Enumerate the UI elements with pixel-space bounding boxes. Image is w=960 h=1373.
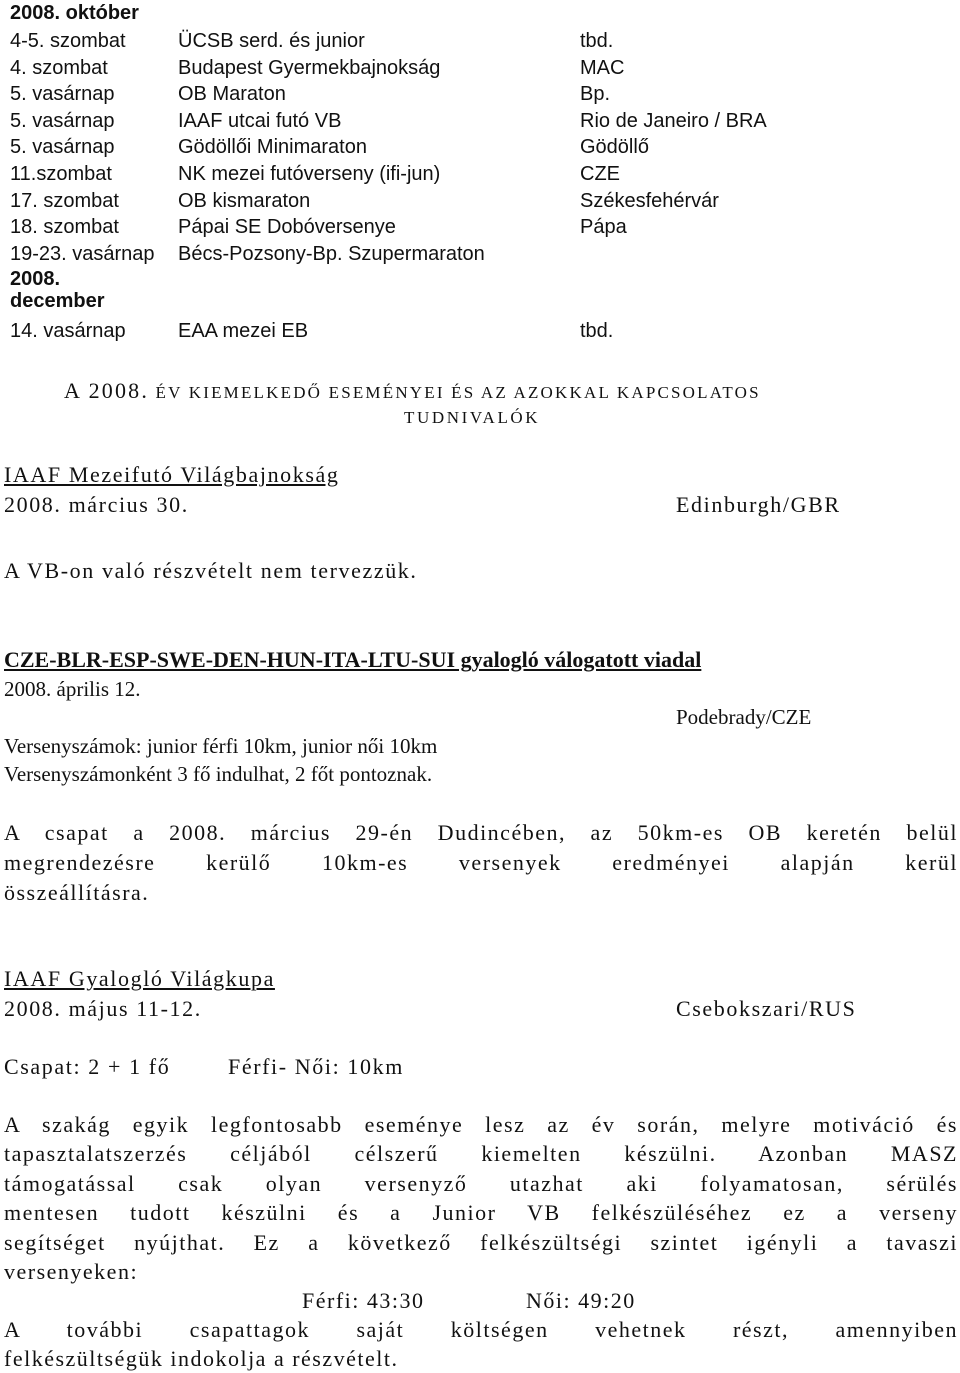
schedule-place: Székesfehérvár xyxy=(580,189,719,212)
schedule-date: 19-23. vasárnap xyxy=(10,242,155,265)
walk-cup-para-line: mentesen tudott készülni és a Junior VB felkészüléséhez ez a verseny xyxy=(4,1200,958,1225)
schedule-date: 5. vasárnap xyxy=(10,136,115,159)
schedule-event: ÜCSB serd. és junior xyxy=(178,30,365,52)
schedule-event: Budapest Gyermekbajnokság xyxy=(178,56,441,79)
schedule-place: tbd. xyxy=(580,30,614,52)
cross-country-place: Edinburgh/GBR xyxy=(676,492,841,517)
schedule-place: Pápa xyxy=(580,216,627,239)
schedule-date: 17. szombat xyxy=(10,189,119,212)
schedule-event: OB kismaraton xyxy=(178,189,311,212)
walk-cup-para-line: támogatással csak olyan versenyző utazhat aki folyamatosan, sérülés xyxy=(4,1171,958,1196)
walk-cup-closing-last: felkészültségük indokolja a részvételt. xyxy=(4,1346,399,1371)
schedule-place: Gödöllő xyxy=(580,136,649,159)
walk-match-para-line: A csapat a 2008. március 29-én Dudincében, az 50km-es OB keretén belül xyxy=(4,820,958,845)
schedule-place: MAC xyxy=(580,56,625,79)
walk-match-para-line: megrendezésre kerülő 10km-es versenyek eredményei alapján kerül xyxy=(4,850,958,875)
walk-cup-title: IAAF Gyalogló Világkupa xyxy=(4,966,275,991)
december-header-year: 2008. xyxy=(10,268,61,290)
walk-match-date: 2008. április 12. xyxy=(4,677,141,701)
walk-cup-para-last: versenyeken: xyxy=(4,1259,139,1284)
walk-cup-limit-men: Férfi: 43:30 xyxy=(302,1288,425,1313)
cross-country-title: IAAF Mezeifutó Világbajnokság xyxy=(4,462,340,487)
cross-country-note: A VB-on való részvételt nem tervezzük. xyxy=(4,558,418,583)
walk-match-quota: Versenyszámonként 3 fő indulhat, 2 főt pontoznak. xyxy=(4,762,433,786)
schedule-place: Rio de Janeiro / BRA xyxy=(580,109,767,132)
schedule-place: CZE xyxy=(580,163,620,185)
walk-cup-team-events: Férfi- Női: 10km xyxy=(228,1054,404,1079)
heading-prefix: A 2008. xyxy=(64,378,150,403)
schedule-date: 4-5. szombat xyxy=(10,30,126,52)
schedule-date: 18. szombat xyxy=(10,216,119,239)
schedule-date: 5. vasárnap xyxy=(10,109,115,132)
walk-match-place: Podebrady/CZE xyxy=(676,705,812,729)
walk-match-events: Versenyszámok: junior férfi 10km, junior női 10km xyxy=(4,734,438,758)
schedule-place: tbd. xyxy=(580,320,614,342)
schedule-event: IAAF utcai futó VB xyxy=(178,109,342,132)
walk-cup-para-line: tapasztalatszerzés céljából célszerű kiemelten készülni. Azonban MASZ xyxy=(4,1141,958,1166)
walk-cup-team: Csapat: 2 + 1 fő xyxy=(4,1054,171,1079)
schedule-date: 11.szombat xyxy=(10,163,112,185)
schedule-place: Bp. xyxy=(580,83,611,106)
walk-cup-date: 2008. május 11-12. xyxy=(4,996,202,1021)
schedule-event: NK mezei futóverseny (ifi-jun) xyxy=(178,163,441,185)
walk-cup-para-line: segítséget nyújthat. Ez a következő felkészültségi szintet igényli a tavaszi xyxy=(4,1230,958,1255)
schedule-event: EAA mezei EB xyxy=(178,320,309,342)
section-heading-line2: TUDNIVALÓK xyxy=(404,408,541,427)
schedule-date: 4. szombat xyxy=(10,56,108,79)
schedule-date: 5. vasárnap xyxy=(10,83,115,106)
walk-match-para-line: összeállításra. xyxy=(4,880,150,905)
schedule-event: OB Maraton xyxy=(178,83,286,106)
walk-match-title: CZE-BLR-ESP-SWE-DEN-HUN-ITA-LTU-SUI gyalogló válogatott viadal xyxy=(4,647,702,672)
walk-cup-place: Csebokszari/RUS xyxy=(676,996,857,1021)
december-header xyxy=(10,268,105,312)
heading-rest: ÉV KIEMELKEDŐ ESEMÉNYEI ÉS AZ AZOKKAL KAPCSOLATOS xyxy=(149,383,761,402)
schedule-event: Pápai SE Dobóversenye xyxy=(178,216,396,239)
schedule-event: Gödöllői Minimaraton xyxy=(178,136,367,159)
december-header-month: december xyxy=(10,290,105,312)
section-heading-line1 xyxy=(64,378,761,404)
october-header: 2008. október xyxy=(10,2,139,24)
schedule-event: Bécs-Pozsony-Bp. Szupermaraton xyxy=(178,242,485,265)
walk-cup-closing-line: A további csapattagok saját költségen vehetnek részt, amennyiben xyxy=(4,1317,958,1342)
schedule-date: 14. vasárnap xyxy=(10,320,126,342)
walk-cup-para-line: A szakág egyik legfontosabb eseménye lesz az év során, melyre motiváció és xyxy=(4,1112,958,1137)
cross-country-date: 2008. március 30. xyxy=(4,492,189,517)
walk-cup-limit-women: Női: 49:20 xyxy=(526,1288,636,1313)
